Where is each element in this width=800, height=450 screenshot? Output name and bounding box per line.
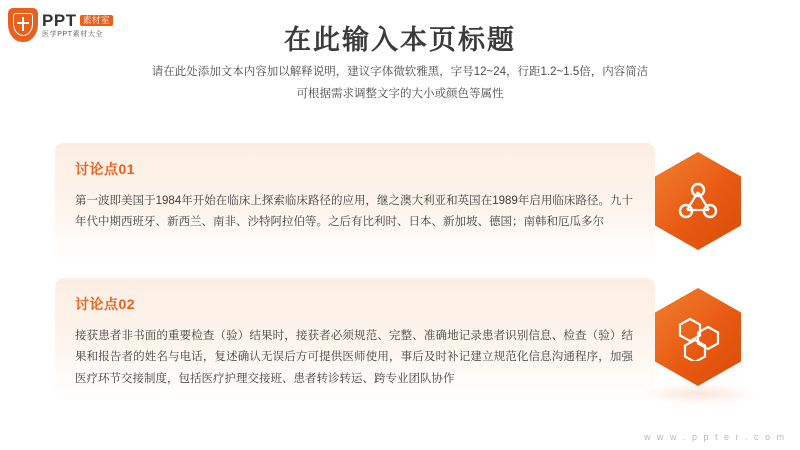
card-2-body: 接获患者非书面的重要检查（验）结果时，接获者必须规范、完整、准确地记录患者识别信息、检查（验）结果和报告者的姓名与电话，复述确认无误后方可提供医师使用，事后及时补记建立规范化信息沟通程序，加强医疗环节交接制度，包括医疗护理交接班、患者转诊转运、跨专业团队协作 [75, 330, 633, 385]
card-2-heading: 讨论点02 [75, 296, 136, 312]
card-1-body: 第一波即美国于1984年开始在临床上探索临床路径的应用，继之澳大利亚和英国在1989年启用临床路径。九十年代中期西班牙、新西兰、南非、沙特阿拉伯等。之后有比利时、日本、新加坡、德国；南韩和厄瓜多尔 [75, 195, 633, 229]
molecule-ring-icon [655, 288, 741, 386]
discussion-card-1 [55, 143, 655, 263]
card-1-heading: 讨论点01 [75, 161, 136, 177]
hexagon-badge-2 [655, 288, 741, 386]
molecule-node-icon [655, 152, 741, 250]
page-subtitle-line-2: 可根据需求调整文字的大小或颜色等属性 [296, 87, 504, 100]
hexagon-shadow [640, 383, 758, 405]
hexagon-badge-1 [655, 152, 741, 250]
logo-tag: 素材室 [80, 15, 113, 27]
page-subtitle [0, 62, 800, 106]
footer-url: w w w . p p t e r . c o m [643, 432, 786, 442]
logo-brand: PPT [42, 11, 77, 30]
logo-subtitle: 医学PPT素材大全 [42, 31, 104, 38]
discussion-card-2 [55, 278, 655, 398]
page-subtitle-line-1: 请在此处添加文本内容加以解释说明，建议字体微软雅黑，字号12~24，行距1.2~1.5倍，内容简洁 [151, 66, 649, 78]
page-title: 在此输入本页标题 [284, 25, 516, 55]
